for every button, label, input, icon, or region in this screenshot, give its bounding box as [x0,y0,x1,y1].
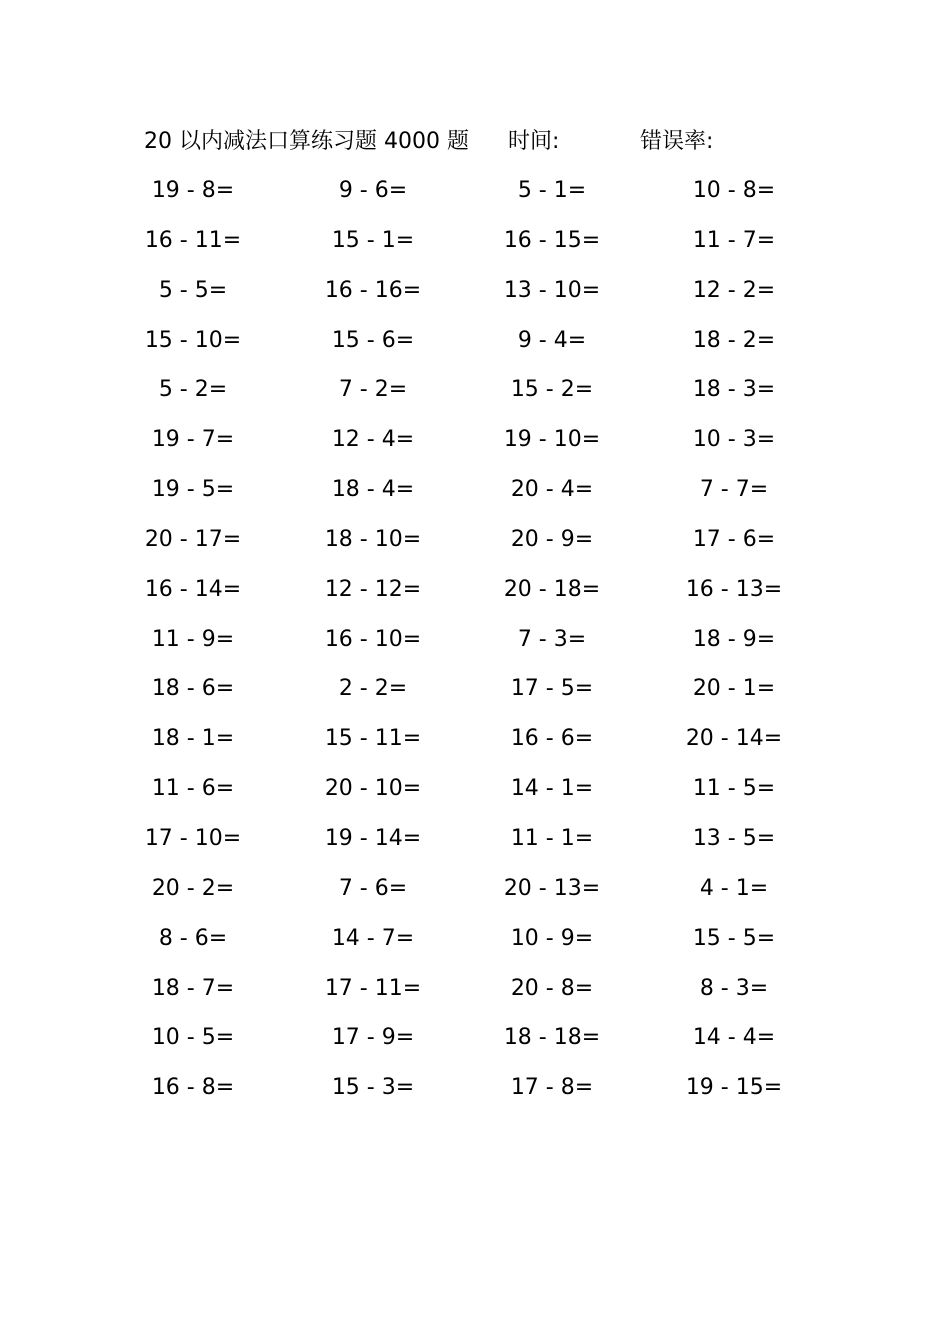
problem-row [0,615,950,665]
subtraction-problem: 18 - 2= [692,327,776,353]
subtraction-problem: 15 - 2= [510,377,594,403]
subtraction-problem: 20 - 9= [510,526,594,552]
subtraction-problem: 17 - 11= [324,975,422,1001]
subtraction-problem: 20 - 2= [151,875,235,901]
worksheet-header [0,124,950,160]
subtraction-problem: 11 - 1= [510,825,594,851]
problem-row [0,365,950,415]
problem-row [0,1013,950,1063]
problem-row [0,415,950,465]
problem-row [0,1063,950,1113]
problem-row [0,764,950,814]
subtraction-problem: 19 - 5= [151,477,235,503]
subtraction-problem: 20 - 10= [324,776,422,802]
subtraction-problem: 8 - 6= [158,925,228,951]
subtraction-problem: 18 - 7= [151,975,235,1001]
subtraction-problem: 15 - 1= [331,227,415,253]
subtraction-problem: 16 - 16= [324,277,422,303]
subtraction-problem: 16 - 15= [503,227,601,253]
subtraction-problem: 8 - 3= [699,975,769,1001]
subtraction-problem: 14 - 1= [510,776,594,802]
subtraction-problem: 14 - 7= [331,925,415,951]
subtraction-problem: 13 - 10= [503,277,601,303]
subtraction-problem: 20 - 4= [510,477,594,503]
subtraction-problem: 17 - 5= [510,676,594,702]
subtraction-problem: 16 - 8= [151,1075,235,1101]
subtraction-problem: 19 - 10= [503,427,601,453]
problem-row [0,964,950,1014]
time-label: 时间: [508,129,560,154]
subtraction-problem: 20 - 13= [503,875,601,901]
problem-row [0,664,950,714]
problem-grid [0,166,950,1113]
subtraction-problem: 7 - 3= [517,626,587,652]
subtraction-problem: 7 - 2= [338,377,408,403]
subtraction-problem: 10 - 8= [692,178,776,203]
subtraction-problem: 7 - 7= [699,477,769,503]
problem-row [0,864,950,914]
subtraction-problem: 14 - 4= [692,1025,776,1051]
subtraction-problem: 20 - 8= [510,975,594,1001]
subtraction-problem: 12 - 4= [331,427,415,453]
subtraction-problem: 19 - 7= [151,427,235,453]
subtraction-problem: 15 - 10= [144,327,242,353]
problem-row [0,166,950,216]
subtraction-problem: 12 - 12= [324,576,422,602]
subtraction-problem: 11 - 5= [692,776,776,802]
subtraction-problem: 16 - 10= [324,626,422,652]
problem-row [0,465,950,515]
subtraction-problem: 16 - 11= [144,227,242,253]
subtraction-problem: 2 - 2= [338,676,408,702]
subtraction-problem: 17 - 10= [144,825,242,851]
subtraction-problem: 15 - 6= [331,327,415,353]
subtraction-problem: 10 - 3= [692,427,776,453]
subtraction-problem: 19 - 15= [685,1075,783,1101]
subtraction-problem: 18 - 1= [151,726,235,752]
subtraction-problem: 17 - 8= [510,1075,594,1101]
subtraction-problem: 5 - 5= [158,277,228,303]
subtraction-problem: 16 - 6= [510,726,594,752]
subtraction-problem: 12 - 2= [692,277,776,303]
error-rate-label: 错误率: [640,129,714,154]
subtraction-problem: 16 - 14= [144,576,242,602]
subtraction-problem: 5 - 1= [517,178,587,203]
subtraction-problem: 20 - 14= [685,726,783,752]
subtraction-problem: 15 - 11= [324,726,422,752]
subtraction-problem: 11 - 9= [151,626,235,652]
subtraction-problem: 11 - 7= [692,227,776,253]
subtraction-problem: 20 - 18= [503,576,601,602]
problem-row [0,216,950,266]
subtraction-problem: 15 - 5= [692,925,776,951]
problem-row [0,814,950,864]
subtraction-problem: 19 - 14= [324,825,422,851]
subtraction-problem: 17 - 6= [692,526,776,552]
subtraction-problem: 20 - 1= [692,676,776,702]
problem-row [0,565,950,615]
problem-row [0,316,950,366]
subtraction-problem: 10 - 9= [510,925,594,951]
subtraction-problem: 11 - 6= [151,776,235,802]
subtraction-problem: 20 - 17= [144,526,242,552]
subtraction-problem: 9 - 6= [338,178,408,203]
subtraction-problem: 17 - 9= [331,1025,415,1051]
subtraction-problem: 18 - 4= [331,477,415,503]
subtraction-problem: 4 - 1= [699,875,769,901]
subtraction-problem: 5 - 2= [158,377,228,403]
subtraction-problem: 18 - 18= [503,1025,601,1051]
worksheet-title: 20 以内减法口算练习题 4000 题 [144,129,469,154]
subtraction-problem: 16 - 13= [685,576,783,602]
problem-row [0,714,950,764]
subtraction-problem: 13 - 5= [692,825,776,851]
problem-row [0,914,950,964]
subtraction-problem: 7 - 6= [338,875,408,901]
problem-row [0,266,950,316]
subtraction-problem: 18 - 3= [692,377,776,403]
subtraction-problem: 15 - 3= [331,1075,415,1101]
subtraction-problem: 9 - 4= [517,327,587,353]
subtraction-problem: 18 - 10= [324,526,422,552]
subtraction-problem: 18 - 6= [151,676,235,702]
subtraction-problem: 18 - 9= [692,626,776,652]
subtraction-problem: 19 - 8= [151,178,235,203]
problem-row [0,515,950,565]
subtraction-problem: 10 - 5= [151,1025,235,1051]
